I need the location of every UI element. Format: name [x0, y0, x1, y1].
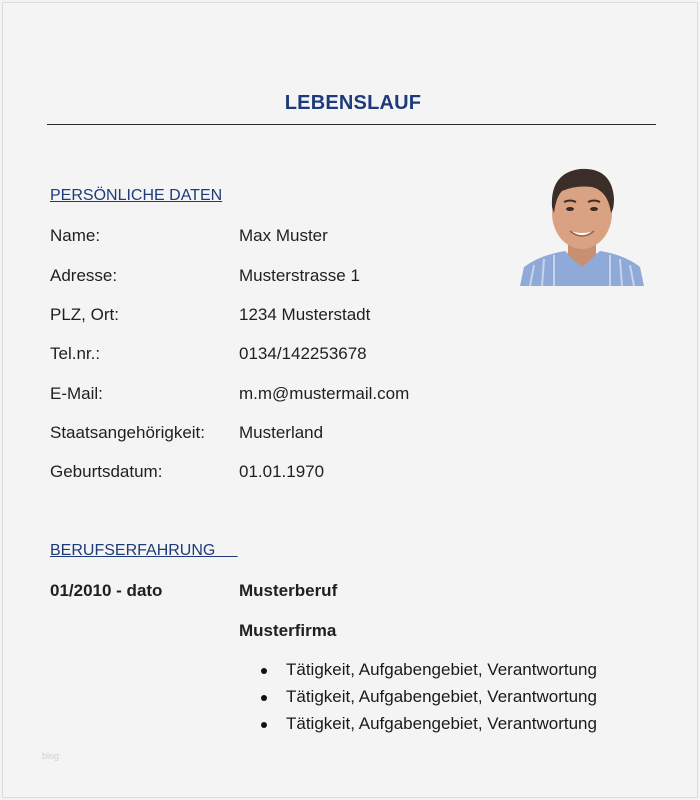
- experience-period: 01/2010 - dato: [50, 581, 163, 600]
- cv-page: LEBENSLAUF PERSÖNLICHE DATEN Name: Max Muster Adresse: Musterstrasse 1 PLZ, Ort: 1234 Musterstadt Tel.nr.: 0134/142253678 E-Mail: m.m@mustermail.com Staatsangehörigkeit: Musterland Geburtsdatum: 01.01.1970 BERUFSERFAHRUNG 01/2010 - dato Musterberuf Musterfirma Tätigkeit, Aufgabengebiet, Verantwortung Tätigkeit, Aufgabengebiet, Verantwortung Tätigkeit, Aufgabengebiet, Verantwortung blog: [2, 2, 698, 798]
- field-value: 1234 Musterstadt: [239, 305, 371, 324]
- field-label: Staatsangehörigkeit:: [50, 423, 205, 442]
- field-label: Tel.nr.:: [50, 344, 101, 363]
- portrait-photo: [520, 155, 644, 286]
- watermark: blog: [42, 751, 60, 761]
- section-heading-personal: PERSÖNLICHE DATEN: [50, 187, 223, 204]
- field-value: 0134/142253678: [239, 344, 367, 363]
- title-divider: [47, 124, 656, 125]
- experience-position: Musterberuf: [239, 581, 338, 600]
- field-value: m.m@mustermail.com: [239, 384, 410, 403]
- section-heading-experience: BERUFSERFAHRUNG: [50, 542, 238, 559]
- field-value: 01.01.1970: [239, 462, 325, 481]
- bullet-icon: [261, 695, 267, 701]
- bullet-icon: [261, 668, 267, 674]
- field-label: Geburtsdatum:: [50, 462, 163, 481]
- field-label: E-Mail:: [50, 384, 103, 403]
- field-label: PLZ, Ort:: [50, 305, 119, 324]
- experience-company: Musterfirma: [239, 621, 337, 640]
- field-label: Adresse:: [50, 266, 118, 285]
- field-value: Musterland: [239, 423, 324, 442]
- field-label: Name:: [50, 226, 101, 245]
- bullet-icon: [261, 722, 267, 728]
- field-value: Musterstrasse 1: [239, 266, 360, 285]
- document-title: LEBENSLAUF: [284, 92, 422, 114]
- field-value: Max Muster: [239, 226, 328, 245]
- person-photo-icon: [520, 155, 644, 286]
